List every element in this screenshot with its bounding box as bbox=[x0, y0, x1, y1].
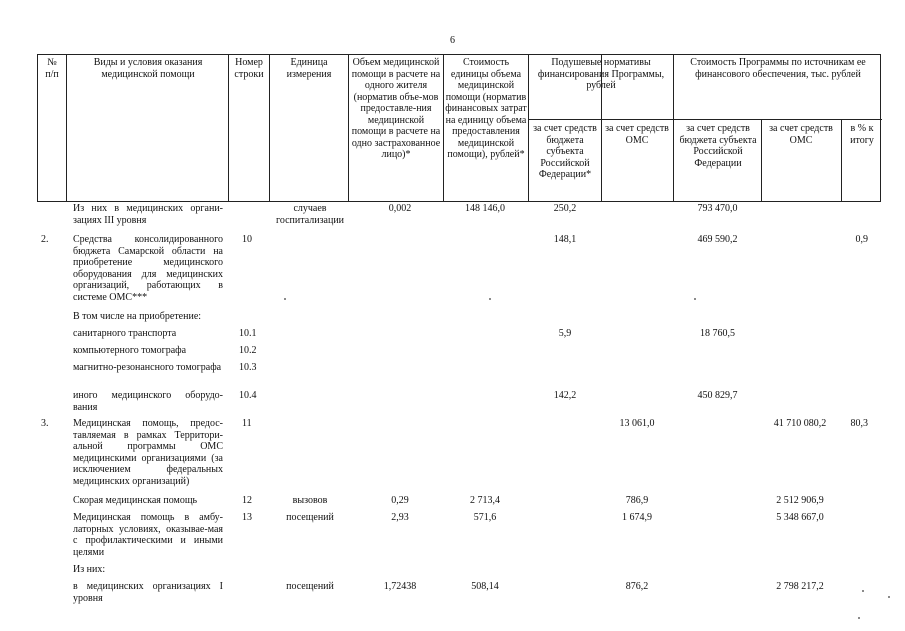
row-index: 11 bbox=[242, 418, 252, 429]
header-row: Номер строки bbox=[234, 57, 264, 80]
scan-speck bbox=[858, 617, 860, 619]
row-name: Скорая медицинская помощь bbox=[73, 495, 198, 506]
header-divider bbox=[528, 119, 882, 120]
row-percap-oms: 786,9 bbox=[625, 495, 649, 506]
row-index: 12 bbox=[242, 495, 252, 506]
header-program-budget: за счет средств бюджета субъекта Российской Федерации bbox=[679, 123, 757, 169]
row-name: в медицинских организациях I уровня bbox=[73, 581, 223, 604]
row-index: 13 bbox=[242, 512, 252, 523]
header-kind: Виды и условия оказания медицинской помощи bbox=[93, 57, 203, 80]
row-name: магнитно-резонансного томографа bbox=[73, 362, 222, 373]
row-unit: вызовов bbox=[292, 495, 328, 506]
row-volume: 2,93 bbox=[391, 512, 409, 523]
col-divider bbox=[443, 55, 444, 201]
row-percap-oms: 13 061,0 bbox=[619, 418, 655, 429]
scan-speck bbox=[694, 298, 696, 300]
header-cost: Стоимость единицы объема медицинской помощи (норматив финансовых затрат на единицу объема предоставления медицинской помощи), рублей* bbox=[445, 57, 527, 160]
col-divider bbox=[761, 119, 762, 201]
row-name: санитарного транспорта bbox=[73, 328, 177, 339]
row-cost: 2 713,4 bbox=[470, 495, 500, 506]
row-program-budget: 18 760,5 bbox=[700, 328, 735, 339]
header-percapita-oms: за счет средств ОМС bbox=[605, 123, 669, 146]
row-index: 10.4 bbox=[239, 390, 257, 401]
row-name: иного медицинского оборудо-вания bbox=[73, 390, 223, 413]
row-program-budget: 450 829,7 bbox=[697, 390, 738, 401]
row-program-percent: 80,3 bbox=[850, 418, 868, 429]
col-divider bbox=[528, 55, 529, 201]
col-divider bbox=[841, 119, 842, 201]
row-program-budget: 469 590,2 bbox=[697, 234, 738, 245]
header-percapita-budget: за счет средств бюджета субъекта Российской Федерации* bbox=[533, 123, 597, 180]
row-cost: 508,14 bbox=[471, 581, 499, 592]
row-percap-oms: 876,2 bbox=[625, 581, 649, 592]
row-program-oms: 41 710 080,2 bbox=[773, 418, 827, 429]
row-percap-budget: 142,2 bbox=[553, 390, 577, 401]
header-volume: Объем медицинской помощи в расчете на одного жителя (норматив объе-мов предоставле-ния медицинской помощи в расчете на одно застрахованное лицо)* bbox=[351, 57, 441, 160]
col-divider bbox=[601, 119, 602, 201]
header-program-cost: Стоимость Программы по источникам ее финансового обеспечения, тыс. рублей bbox=[690, 57, 866, 80]
col-divider bbox=[673, 55, 674, 201]
row-index: 10.3 bbox=[239, 362, 257, 373]
scan-speck bbox=[888, 596, 890, 598]
row-percap-oms: 1 674,9 bbox=[622, 512, 652, 523]
row-percap-budget: 5,9 bbox=[558, 328, 572, 339]
row-unit: посещений bbox=[286, 581, 334, 592]
header-program-percent: в % к итогу bbox=[850, 123, 874, 146]
row-program-oms: 2 798 217,2 bbox=[776, 581, 824, 592]
scan-speck bbox=[489, 298, 491, 300]
page-number: 6 bbox=[450, 35, 455, 46]
row-index: 10.2 bbox=[239, 345, 257, 356]
row-percap-budget: 250,2 bbox=[553, 203, 577, 214]
row-name: компьютерного томографа bbox=[73, 345, 187, 356]
row-name: Медицинская помощь в амбу-латорных условиях, оказывае-мая с профилактическими и иными целями bbox=[73, 512, 223, 558]
row-cost: 148 146,0 bbox=[465, 203, 505, 214]
scan-speck bbox=[862, 590, 864, 592]
header-unit: Единица измерения bbox=[286, 57, 332, 80]
row-num: 2. bbox=[41, 234, 49, 245]
table-header bbox=[37, 54, 881, 202]
row-cost: 571,6 bbox=[473, 512, 497, 523]
col-divider bbox=[348, 55, 349, 201]
col-divider bbox=[66, 55, 67, 201]
row-volume: 0,002 bbox=[388, 203, 412, 214]
row-program-percent: 0,9 bbox=[855, 234, 868, 245]
row-unit: посещений bbox=[286, 512, 334, 523]
scan-speck bbox=[284, 298, 286, 300]
row-percap-budget: 148,1 bbox=[553, 234, 577, 245]
header-program-oms: за счет средств ОМС bbox=[769, 123, 833, 146]
row-volume: 0,29 bbox=[391, 495, 409, 506]
row-unit: случаев госпитализации bbox=[275, 203, 345, 226]
row-name: Из них в медицинских органи-зациях III уровня bbox=[73, 203, 223, 226]
row-program-oms: 2 512 906,9 bbox=[776, 495, 824, 506]
row-volume: 1,72438 bbox=[383, 581, 417, 592]
header-num: № п/п bbox=[45, 57, 59, 80]
header-percapita: Подушевые нормативы финансирования Программы, рублей bbox=[537, 57, 665, 91]
row-program-oms: 5 348 667,0 bbox=[776, 512, 824, 523]
row-index: 10 bbox=[242, 234, 252, 245]
row-name: Из них: bbox=[73, 564, 106, 575]
row-index: 10.1 bbox=[239, 328, 257, 339]
row-name: Медицинская помощь, предос-тавляемая в рамках Территори-альной программы ОМС медицинскими организациями (за исключением федеральных медицинских организаций) bbox=[73, 418, 223, 487]
row-name: Средства консолидированного бюджета Самарской области на приобретение медицинского оборудования для медицинских организаций, работающих в системе ОМС*** bbox=[73, 234, 223, 303]
row-name: В том числе на приобретение: bbox=[73, 311, 202, 322]
row-num: 3. bbox=[41, 418, 49, 429]
row-program-budget: 793 470,0 bbox=[697, 203, 738, 214]
